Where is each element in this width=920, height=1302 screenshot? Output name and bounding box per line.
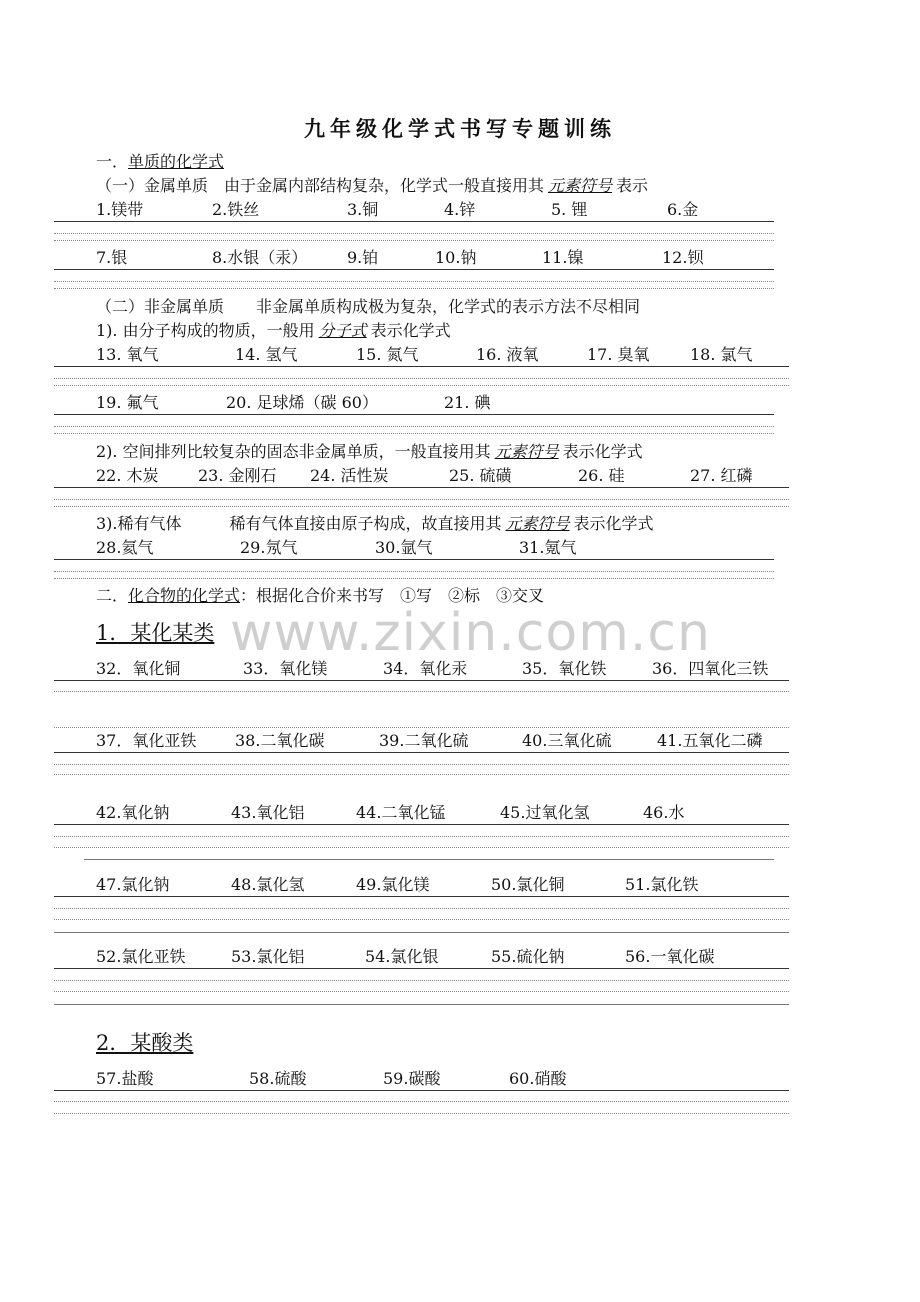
question-item: 39.二氧化硫 bbox=[379, 731, 469, 750]
section-number: 一． bbox=[96, 152, 129, 171]
question-item: 34．氧化汞 bbox=[383, 659, 468, 678]
answer-line bbox=[84, 859, 774, 860]
question-item: 30.氩气 bbox=[375, 538, 433, 557]
metal-intro-tail: 表示 bbox=[616, 176, 649, 195]
answer-line bbox=[54, 1004, 789, 1005]
page-title: 九年级化学式书写专题训练 bbox=[304, 116, 616, 141]
dotted-line bbox=[54, 764, 789, 765]
solid-intro-tail: 表示化学式 bbox=[562, 442, 643, 461]
answer-line bbox=[54, 269, 774, 270]
question-item: 5. 锂 bbox=[551, 200, 588, 219]
question-item: 15. 氮气 bbox=[356, 345, 419, 364]
solid-intro bbox=[96, 442, 643, 462]
question-item: 9.铂 bbox=[347, 248, 379, 267]
molecular-intro-text: 1). 由分子构成的物质，一般用 bbox=[96, 321, 315, 340]
question-item: 11.镍 bbox=[542, 248, 584, 267]
question-item: 21. 碘 bbox=[444, 393, 491, 412]
acid-heading: 2．某酸类 bbox=[96, 1031, 194, 1055]
question-item: 54.氯化银 bbox=[365, 947, 439, 966]
question-item: 57.盐酸 bbox=[96, 1069, 154, 1088]
question-item: 25. 硫磺 bbox=[449, 466, 512, 485]
molecular-intro-tail: 表示化学式 bbox=[370, 321, 451, 340]
question-item: 16. 液氧 bbox=[476, 345, 539, 364]
question-item: 17. 臭氧 bbox=[587, 345, 650, 364]
question-item: 44.二氧化锰 bbox=[356, 803, 446, 822]
answer-line bbox=[54, 487, 789, 488]
section-number: 二． bbox=[96, 586, 129, 605]
noble-intro-tail: 表示化学式 bbox=[573, 514, 654, 533]
question-item: 13. 氧气 bbox=[96, 345, 159, 364]
dotted-line bbox=[54, 908, 789, 909]
section-rule: ：根据化合价来书写 ①写 ②标 ③交叉 bbox=[240, 586, 545, 605]
question-item: 8.水银（汞） bbox=[212, 248, 308, 267]
dotted-line bbox=[54, 836, 789, 837]
dotted-line bbox=[54, 578, 774, 579]
dotted-line bbox=[54, 426, 774, 427]
question-item: 48.氯化氢 bbox=[231, 875, 305, 894]
answer-line bbox=[54, 366, 789, 367]
question-item: 18. 氯气 bbox=[690, 345, 753, 364]
question-item: 45.过氧化氢 bbox=[500, 803, 590, 822]
answer-line bbox=[54, 752, 789, 753]
question-item: 24. 活性炭 bbox=[310, 466, 389, 485]
dotted-line bbox=[54, 571, 774, 572]
dotted-line bbox=[54, 1101, 789, 1102]
dotted-line bbox=[54, 847, 789, 848]
metal-intro-text: （一）金属单质 由于金属内部结构复杂，化学式一般直接用其 bbox=[96, 176, 545, 195]
solid-intro-text: 2). 空间排列比较复杂的固态非金属单质，一般直接用其 bbox=[96, 442, 491, 461]
question-item: 56.一氧化碳 bbox=[625, 947, 715, 966]
dotted-line bbox=[54, 378, 789, 379]
question-item: 53.氯化铝 bbox=[231, 947, 305, 966]
noble-intro-text: 3).稀有气体 稀有气体直接由原子构成，故直接用其 bbox=[96, 514, 502, 533]
question-item: 51.氯化铁 bbox=[625, 875, 699, 894]
answer-line bbox=[54, 896, 789, 897]
section-label: 化合物的化学式 bbox=[128, 586, 241, 605]
question-item: 32．氧化铜 bbox=[96, 659, 181, 678]
answer-fill: 元素符号 bbox=[494, 442, 559, 461]
question-item: 3.铜 bbox=[347, 200, 379, 219]
question-item: 26. 硅 bbox=[578, 466, 625, 485]
dotted-line bbox=[54, 433, 774, 434]
question-item: 19. 氟气 bbox=[96, 393, 159, 412]
answer-line bbox=[54, 932, 789, 933]
oxide-heading: 1．某化某类 bbox=[96, 621, 215, 645]
molecular-intro bbox=[96, 321, 451, 341]
question-item: 42.氧化钠 bbox=[96, 803, 170, 822]
question-item: 31.氪气 bbox=[519, 538, 577, 557]
question-item: 14. 氢气 bbox=[235, 345, 298, 364]
question-item: 43.氧化铝 bbox=[231, 803, 305, 822]
dotted-line bbox=[54, 281, 774, 282]
section-heading-elements bbox=[96, 152, 224, 172]
question-item: 1.镁带 bbox=[96, 200, 144, 219]
question-item: 52.氯化亚铁 bbox=[96, 947, 186, 966]
answer-line bbox=[54, 221, 774, 222]
dotted-line bbox=[54, 506, 789, 507]
dotted-line bbox=[54, 991, 789, 992]
answer-fill: 元素符号 bbox=[548, 176, 613, 195]
question-item: 12.钡 bbox=[662, 248, 704, 267]
question-item: 46.水 bbox=[643, 803, 685, 822]
question-item: 50.氯化铜 bbox=[491, 875, 565, 894]
question-item: 2.铁丝 bbox=[212, 200, 260, 219]
answer-line bbox=[54, 824, 789, 825]
question-item: 37．氧化亚铁 bbox=[96, 731, 197, 750]
question-item: 60.硝酸 bbox=[509, 1069, 567, 1088]
dotted-line bbox=[54, 240, 774, 241]
question-item: 36．四氧化三铁 bbox=[652, 659, 769, 678]
question-item: 41.五氧化二磷 bbox=[657, 731, 763, 750]
dotted-line bbox=[54, 233, 774, 234]
answer-line bbox=[54, 680, 789, 681]
answer-fill: 分子式 bbox=[318, 321, 367, 340]
question-item: 49.氯化镁 bbox=[356, 875, 430, 894]
answer-line bbox=[54, 559, 774, 560]
question-item: 58.硫酸 bbox=[249, 1069, 307, 1088]
answer-line bbox=[54, 414, 774, 415]
question-item: 23. 金刚石 bbox=[198, 466, 277, 485]
section-label: 单质的化学式 bbox=[128, 152, 225, 171]
dotted-line bbox=[54, 385, 789, 386]
question-item: 4.锌 bbox=[444, 200, 476, 219]
nonmetal-intro: （二）非金属单质 非金属单质构成极为复杂，化学式的表示方法不尽相同 bbox=[96, 297, 641, 316]
question-item: 27. 红磷 bbox=[690, 466, 753, 485]
dotted-line bbox=[54, 1113, 789, 1114]
question-item: 28.氦气 bbox=[96, 538, 154, 557]
question-item: 6.金 bbox=[667, 200, 699, 219]
question-item: 10.钠 bbox=[435, 248, 477, 267]
question-item: 7.银 bbox=[96, 248, 128, 267]
question-item: 38.二氧化碳 bbox=[235, 731, 325, 750]
answer-line bbox=[54, 968, 789, 969]
dotted-line bbox=[54, 288, 774, 289]
dotted-line bbox=[54, 774, 789, 775]
question-item: 29.氖气 bbox=[240, 538, 298, 557]
question-item: 20. 足球烯（碳 60） bbox=[226, 393, 378, 412]
question-item: 22. 木炭 bbox=[96, 466, 159, 485]
watermark: www.zixin.com.cn bbox=[230, 603, 711, 663]
dotted-line bbox=[54, 691, 789, 692]
dotted-line bbox=[54, 919, 789, 920]
metal-intro bbox=[96, 176, 648, 196]
dotted-line bbox=[54, 980, 789, 981]
question-item: 35．氧化铁 bbox=[522, 659, 607, 678]
question-item: 40.三氧化硫 bbox=[522, 731, 612, 750]
dotted-line bbox=[54, 499, 789, 500]
noble-intro bbox=[96, 514, 654, 534]
answer-line bbox=[54, 1090, 789, 1091]
question-item: 33．氧化镁 bbox=[243, 659, 328, 678]
answer-fill: 元素符号 bbox=[505, 514, 570, 533]
question-item: 59.碳酸 bbox=[383, 1069, 441, 1088]
dotted-line bbox=[54, 727, 789, 728]
question-item: 55.硫化钠 bbox=[491, 947, 565, 966]
question-item: 47.氯化钠 bbox=[96, 875, 170, 894]
